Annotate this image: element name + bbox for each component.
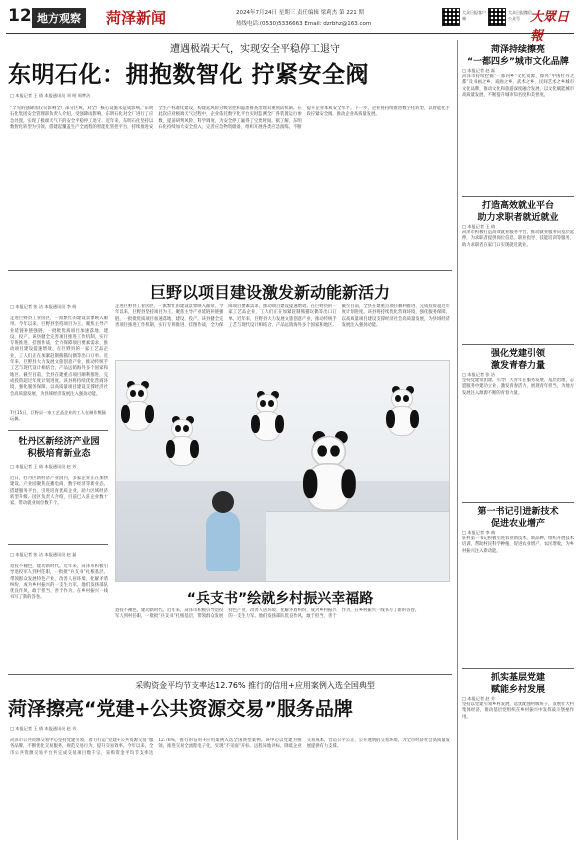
sidebar-title: 抓实基层党建 赋能乡村发展 (490, 673, 545, 695)
story1-kicker: 遭遇极端天气，实现安全平稳停工退守 (170, 44, 340, 55)
newspaper-logo: 大眾日報 (530, 10, 570, 44)
sidebar-title: 第一书记引进新技术 促进农业增产 (477, 507, 559, 529)
divider (8, 430, 108, 431)
masthead (6, 4, 574, 44)
story1-headline: 东明石化：拥抱数智化 拧紧安全阀 (8, 62, 370, 88)
worker-figure (206, 511, 240, 571)
sidebar-body: 菏泽市积极打造高效就业服务平台，推动就业服务向基层延伸，为求职者提供岗位信息、职业指导、技能培训等服务，助力求职者在家门口实现就近就业。 (462, 230, 574, 248)
divider (462, 344, 574, 345)
section-badge: 地方观察 (32, 8, 86, 28)
story1-byline: □ 本报记者 王 倩 本报通讯员 刘 明 周梦洁 (10, 93, 91, 98)
sidebar-title: 强化党建引领 激发青春力量 (490, 349, 545, 371)
sidebar-body: 坚持以党建引领乡村发展，选优配强村级班子，发展壮大村集体经济，推动基层党组织在乡村振兴中发挥战斗堡垒作用。 (462, 702, 574, 720)
qr-code-icon (442, 8, 460, 26)
story5-headline: 菏泽擦亮“党建+公共资源交易”服务品牌 (8, 698, 353, 720)
story4-body: 退役不褪色，建功新时代。近年来，菏泽市积极引导退役军人到村任职，一批批“兵支书”扎根基层，带领群众发展特色产业、改善人居环境、化解矛盾纠纷，成为乡村振兴的一支生力军。他们发扬部队优良作风，敢于担当、善于作为，在乡村振兴一线书写了新的答卷。 (115, 608, 419, 620)
divider (8, 544, 108, 545)
sidebar-byline: □ 本报记者 王 倩 (462, 224, 496, 229)
panda-factory-photo (115, 360, 450, 582)
sidebar-title: 菏泽持续擦亮 “一都四乡”城市文化品牌 (467, 45, 569, 67)
sidebar-byline: □ 本报记者 赵 磊 (462, 68, 496, 73)
sidebar-story-5 (462, 672, 574, 826)
sidebar-body: 菏泽市持续挖掘“一都四乡”文化资源，擦亮“中国牡丹之都”及书画之乡、戏曲之乡、武术之乡、民间艺术之乡城市文化品牌，推动文化和旅游深度融合发展，以文化赋能城市高质量发展，不断提升城市知名度和美誉度。 (462, 74, 574, 98)
story2-body-col1: 走进巨野县工业园区，一派繁忙的建设景象映入眼帘。今年以来，巨野县坚持项目为王，聚焦主导产业延链补链强链，一批批优质项目加速落地、建设、投产。该县健全完善项目推进工作机制，实行专班推进、挂图作战，全力保障项目要素需求，推动项目建设提速增效。在巨野县的一家工艺品企业，工人们正在加紧赶制熊猫玩偶等出口订单。近年来，巨野县大力发展文旅创意产业，推动传统手工艺与现代设计相结合，产品远销海外多个国家和地区。截至目前，全县在建重点项目顺利推进，完成投资超过年度计划进度。该县将持续优化营商环境，强化服务保障，以高质量项目建设支撑经济社会高质量发展，为县域经济发展注入强劲动能。 (10, 316, 108, 397)
story1-body: “罕见的强降雨仅仅影响全厂部分区域，对全厂核心设施未造成影响。”东明石化集团安全管理部负责人介绍，受强降雨影响，东明石化对全厂进行了应急处置，实现了极端天气下的安全平稳停工退守。近年来，东明石化坚持以数智化转型为引领，搭建起覆盖生产全流程的智能化管控平台，持续推进安全生产标准化建设，构建起风险分级管控和隐患排查治理双重预防机制。在此次应对极端天气过程中，企业依托数字化平台实时监测全厂各装置运行参数，提前研判风险、科学调度，为安全停工赢得了宝贵时间。据了解，东明石化持续加大安全投入，完善应急物资储备，组织开展各类应急演练，不断提升企业本质安全水平。下一步，企业将持续推进数字化转型，以智能化手段拧紧安全阀，推动企业高质量发展。 (10, 106, 450, 130)
sidebar-story-2 (462, 200, 574, 330)
sidebar-body: 驻村第一书记积极引进农业新技术、新品种，组织开展技术培训，帮助村民科学种植，促进农业增产、农民增收，为乡村振兴注入新动能。 (462, 536, 574, 554)
sidebar-body: 坚持党建带团建，引导广大青年在服务发展、基层治理、志愿服务中建功立业，激发青春活力，展现青年担当，为地方发展注入源源不断的青春力量。 (462, 378, 574, 396)
column-divider (457, 40, 458, 840)
story5-kicker: 采购资金平均节支率达12.76% 推行的信用+应用案例入选全国典型 (135, 681, 375, 690)
qr-label-1: 大众日报客户端 (462, 10, 486, 21)
divider (462, 502, 574, 503)
story3-headline: 牡丹区新经济产业园 积极培育新业态 (18, 437, 100, 459)
story4-headline: “兵支书”绘就乡村振兴幸福路 (186, 591, 374, 607)
sidebar-byline: □ 本报记者 赵 芳 (462, 696, 496, 701)
story3-body: 近日，牡丹区新经济产业园内，多家企业正在加快建设。产业园聚焦直播电商、数字经济等新业态，搭建服务平台，引进培育优质企业，助力区域经济转型升级。园区负责人介绍，目前已入驻企业数十家，带动就业岗位数千个。 (10, 476, 108, 507)
story4-body-col1: 退役不褪色，建功新时代。近年来，菏泽市积极引导退役军人到村任职，一批批“兵支书”扎根基层，带领群众发展特色产业、改善人居环境、化解矛盾纠纷，成为乡村振兴的一支生力军。他们发扬部队优良作风，敢于担当、善于作为，在乡村振兴一线书写了新的答卷。 (10, 564, 108, 601)
contact-info: 热线电话:(0530)5336663 Email: dzrbhz@163.com (236, 21, 372, 27)
sidebar-title: 打造高效就业平台 助力求职者就近就业 (477, 201, 559, 223)
story2-byline: □ 本报记者 张 洁 本报通讯员 李 萌 (10, 304, 77, 309)
sidebar-story-4 (462, 506, 574, 654)
sidebar-story-1 (462, 44, 574, 186)
qr-label-2: 大众日报微信公众号 (508, 10, 532, 21)
qr-code-icon (488, 8, 506, 26)
story5-byline: □ 本报记者 王 倩 本报通讯员 赵 芳 (10, 726, 77, 731)
story5-body: 菏泽市公共资源交易中心坚持党建引领，着力打造“党建+公共资源交易”服务品牌，不断优化交易服务，规范交易行为，提升交易效率。今年以来，全市公共资源交易平台共完成交易项目数千宗，采购资金平均节支率达12.76%，推行的信用+应用案例入选全国典型案例。该中心以党建为统领，推进交易全流程电子化，实现“不见面”开标、远程异地评标，降低企业交易成本，营造公平公正、公开透明的交易环境，为全市经济社会高质量发展提供有力支撑。 (10, 738, 450, 756)
sidebar-byline: □ 本报记者 李 萌 (462, 530, 496, 535)
story4-byline: □ 本报记者 张 洁 本报通讯员 赵 磊 (10, 552, 77, 557)
worker-head (212, 491, 234, 513)
story2-body: 走进巨野县工业园区，一派繁忙的建设景象映入眼帘。今年以来，巨野县坚持项目为王，聚焦主导产业延链补链强链，一批批优质项目加速落地、建设、投产。该县健全完善项目推进工作机制，实行专班推进、挂图作战，全力保障项目要素需求，推动项目建设提速增效。在巨野县的一家工艺品企业，工人们正在加紧赶制熊猫玩偶等出口订单。近年来，巨野县大力发展文旅创意产业，推动传统手工艺与现代设计相结合，产品远销海外多个国家和地区。截至目前，全县在建重点项目顺利推进，完成投资超过年度计划进度。该县将持续优化营商环境，强化服务保障，以高质量项目建设支撑经济社会高质量发展，为县域经济发展注入强劲动能。 (115, 304, 450, 328)
divider (462, 668, 574, 669)
story2-headline: 巨野以项目建设激发新动能新活力 (149, 283, 390, 302)
page-number: 12 (8, 6, 32, 26)
sidebar-story-3 (462, 348, 574, 488)
sidebar-byline: □ 本报记者 张 洁 (462, 372, 496, 377)
story3-byline: □ 本报记者 王 倩 本报通讯员 赵 芳 (10, 464, 77, 469)
issue-info: 2024年7月24日 星期三 责任编辑 梁莉杰 第 221 期 (236, 10, 364, 16)
divider (8, 674, 452, 675)
photo-caption: 7月15日，巨野县一家工艺品企业的工人在制作熊猫玩偶。 (10, 410, 106, 421)
divider (8, 270, 452, 271)
paper-name: 菏泽新闻 (106, 9, 167, 27)
divider (462, 196, 574, 197)
